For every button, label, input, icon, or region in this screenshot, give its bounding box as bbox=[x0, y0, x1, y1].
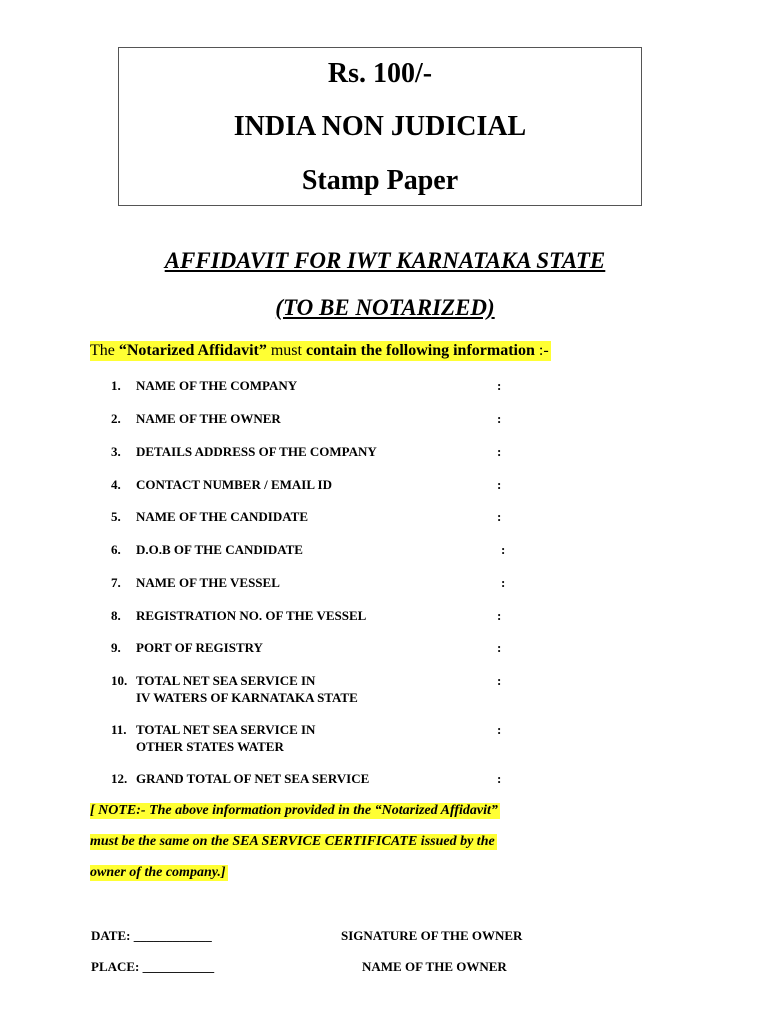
stamp-paper-box bbox=[118, 47, 642, 206]
stamp-label: Stamp Paper bbox=[301, 165, 459, 196]
item-number: 4. bbox=[111, 477, 121, 492]
item-colon: : bbox=[497, 640, 502, 655]
intro-text: The “Notarized Affidavit” must contain the following information :- bbox=[90, 342, 549, 359]
item-colon: : bbox=[497, 722, 502, 737]
item-number: 10. bbox=[111, 673, 128, 688]
place-field: PLACE: ___________ bbox=[91, 959, 215, 974]
item-number: 11. bbox=[111, 722, 127, 737]
owner-name-label: NAME OF THE OWNER bbox=[362, 959, 507, 974]
item-label-line2: IV WATERS OF KARNATAKA STATE bbox=[136, 690, 358, 705]
item-label: GRAND TOTAL OF NET SEA SERVICE bbox=[136, 771, 370, 786]
stamp-type: INDIA NON JUDICIAL bbox=[233, 111, 527, 142]
item-colon: : bbox=[497, 411, 502, 426]
item-number: 12. bbox=[111, 771, 128, 786]
stamp-value: Rs. 100/- bbox=[327, 58, 433, 89]
item-number: 3. bbox=[111, 444, 121, 459]
signature-label: SIGNATURE OF THE OWNER bbox=[341, 928, 523, 943]
item-number: 9. bbox=[111, 640, 121, 655]
item-colon: : bbox=[497, 378, 502, 393]
item-label: DETAILS ADDRESS OF THE COMPANY bbox=[136, 444, 377, 459]
item-label: D.O.B OF THE CANDIDATE bbox=[136, 542, 303, 557]
item-colon: : bbox=[497, 509, 502, 524]
note-line-2: must be the same on the SEA SERVICE CERTIFICATE issued by the bbox=[90, 834, 495, 849]
item-label: NAME OF THE CANDIDATE bbox=[136, 509, 309, 524]
note-line-3: owner of the company.] bbox=[90, 865, 226, 880]
item-label: REGISTRATION NO. OF THE VESSEL bbox=[136, 608, 367, 623]
item-number: 1. bbox=[111, 378, 121, 393]
item-number: 7. bbox=[111, 575, 121, 590]
affidavit-title: AFFIDAVIT FOR IWT KARNATAKA STATE bbox=[164, 248, 606, 273]
note-line-1: [ NOTE:- The above information provided in the “Notarized Affidavit” bbox=[90, 803, 498, 818]
item-colon: : bbox=[497, 444, 502, 459]
item-colon: : bbox=[497, 608, 502, 623]
item-number: 8. bbox=[111, 608, 121, 623]
item-colon: : bbox=[501, 542, 506, 557]
item-label: TOTAL NET SEA SERVICE IN bbox=[136, 722, 316, 737]
item-colon: : bbox=[501, 575, 506, 590]
item-label: CONTACT NUMBER / EMAIL ID bbox=[136, 477, 332, 492]
date-field: DATE: ____________ bbox=[91, 928, 212, 943]
item-label: NAME OF THE COMPANY bbox=[136, 378, 298, 393]
item-label: NAME OF THE VESSEL bbox=[136, 575, 280, 590]
item-colon: : bbox=[497, 771, 502, 786]
item-number: 6. bbox=[111, 542, 121, 557]
item-colon: : bbox=[497, 477, 502, 492]
item-colon: : bbox=[497, 673, 502, 688]
item-label: PORT OF REGISTRY bbox=[136, 640, 263, 655]
item-number: 5. bbox=[111, 509, 121, 524]
affidavit-subtitle: (TO BE NOTARIZED) bbox=[275, 295, 495, 320]
item-label-line2: OTHER STATES WATER bbox=[136, 739, 284, 754]
item-number: 2. bbox=[111, 411, 121, 426]
item-label: TOTAL NET SEA SERVICE IN bbox=[136, 673, 316, 688]
item-label: NAME OF THE OWNER bbox=[136, 411, 281, 426]
